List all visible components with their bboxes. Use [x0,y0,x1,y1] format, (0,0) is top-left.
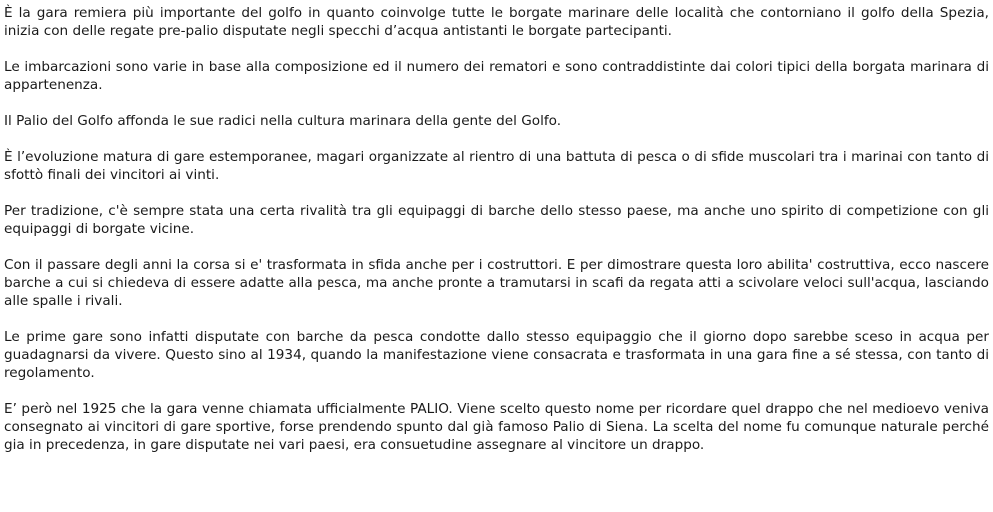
paragraph-first-races: Le prime gare sono infatti disputate con barche da pesca condotte dallo stesso equipaggio che il giorno dopo sarebbe sceso in acqua per guadagnarsi da vivere. Questo sino al 1934, quando la manifestazione viene consacrata e trasformata in una gara fine a sé stessa, con tanto di regolamento. [4,329,989,381]
paragraph-palio-name: E’ però nel 1925 che la gara venne chiamata ufficialmente PALIO. Viene scelto questo nome per ricordare quel drappo che nel medioevo veniva consegnato ai vincitori di gare sportive, forse prendendo spunto dal già famoso Palio di Siena. La scelta del nome fu comunque naturale perché gia in precedenza, in gare disputate nei vari paesi, era consuetudine assegnare al vincitore un drappo. [4,401,989,453]
paragraph-builders: Con il passare degli anni la corsa si e' trasformata in sfida anche per i costruttori. E per dimostrare questa loro abilita' costruttiva, ecco nascere barche a cui si chiedeva di essere adatte alla pesca, ma anche pronte a tramutarsi in scafi da regata atti a scivolare veloci sull'acqua, lasciando alle spalle i rivali. [4,257,989,309]
paragraph-roots: Il Palio del Golfo affonda le sue radici nella cultura marinara della gente del Golfo. [4,113,562,129]
paragraph-tradition: Per tradizione, c'è sempre stata una certa rivalità tra gli equipaggi di barche dello stesso paese, ma anche uno spirito di competizione con gli equipaggi di borgate vicine. [4,203,989,237]
paragraph-boats: Le imbarcazioni sono varie in base alla composizione ed il numero dei rematori e sono contraddistinte dai colori tipici della borgata marinara di appartenenza. [4,59,989,93]
paragraph-evolution: È l’evoluzione matura di gare estemporanee, magari organizzate al rientro di una battuta di pesca o di sfide muscolari tra i marinai con tanto di sfottò finali dei vincitori ai vinti. [4,149,989,183]
paragraph-intro: È la gara remiera più importante del golfo in quanto coinvolge tutte le borgate marinare delle località che contorniano il golfo della Spezia, inizia con delle regate pre-palio disputate negli specchi d’acqua antistanti le borgate partecipanti. [4,5,989,39]
